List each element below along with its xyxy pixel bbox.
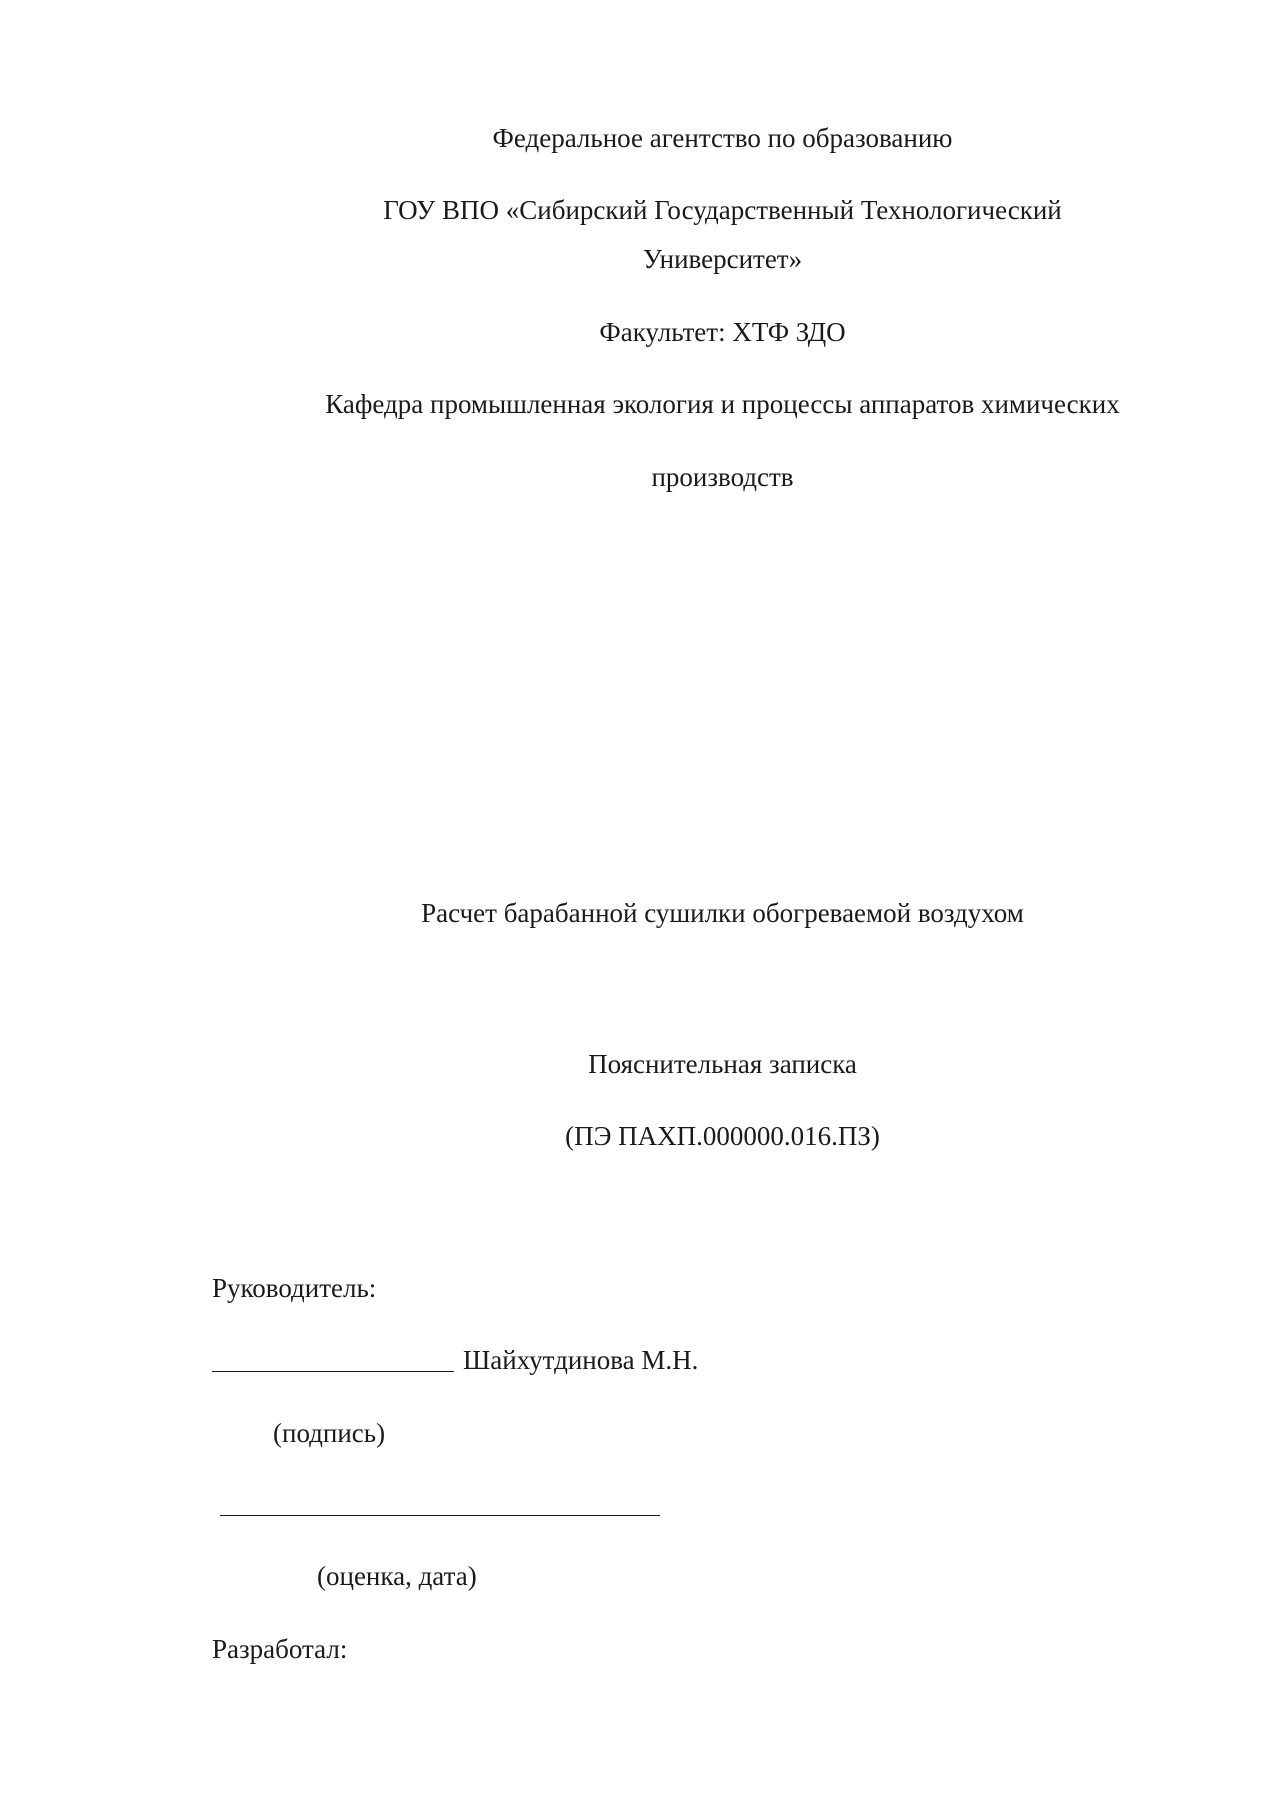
university-name-line2: Университет» — [642, 244, 803, 274]
supervisor-signature-line — [212, 1371, 454, 1372]
agency-name: Федеральное агентство по образованию — [492, 123, 953, 153]
department-name-line2: производств — [651, 462, 794, 492]
supervisor-label: Руководитель: — [212, 1273, 377, 1303]
document-type: Пояснительная записка — [588, 1049, 857, 1079]
department-name-line1: Кафедра промышленная экология и процессы аппаратов химических — [325, 389, 1120, 419]
project-topic: Расчет барабанной сушилки обогреваемой воздухом — [421, 898, 1024, 928]
developer-label: Разработал: — [212, 1634, 348, 1664]
signature-caption: (подпись) — [273, 1418, 386, 1448]
document-code: (ПЭ ПАХП.000000.016.ПЗ) — [565, 1121, 880, 1151]
university-name-line1: ГОУ ВПО «Сибирский Государственный Технологический — [383, 195, 1062, 225]
grade-date-line — [220, 1515, 660, 1516]
grade-date-caption: (оценка, дата) — [317, 1561, 477, 1591]
faculty-name: Факультет: ХТФ ЗДО — [599, 317, 846, 347]
supervisor-name: Шайхутдинова М.Н. — [463, 1345, 699, 1375]
